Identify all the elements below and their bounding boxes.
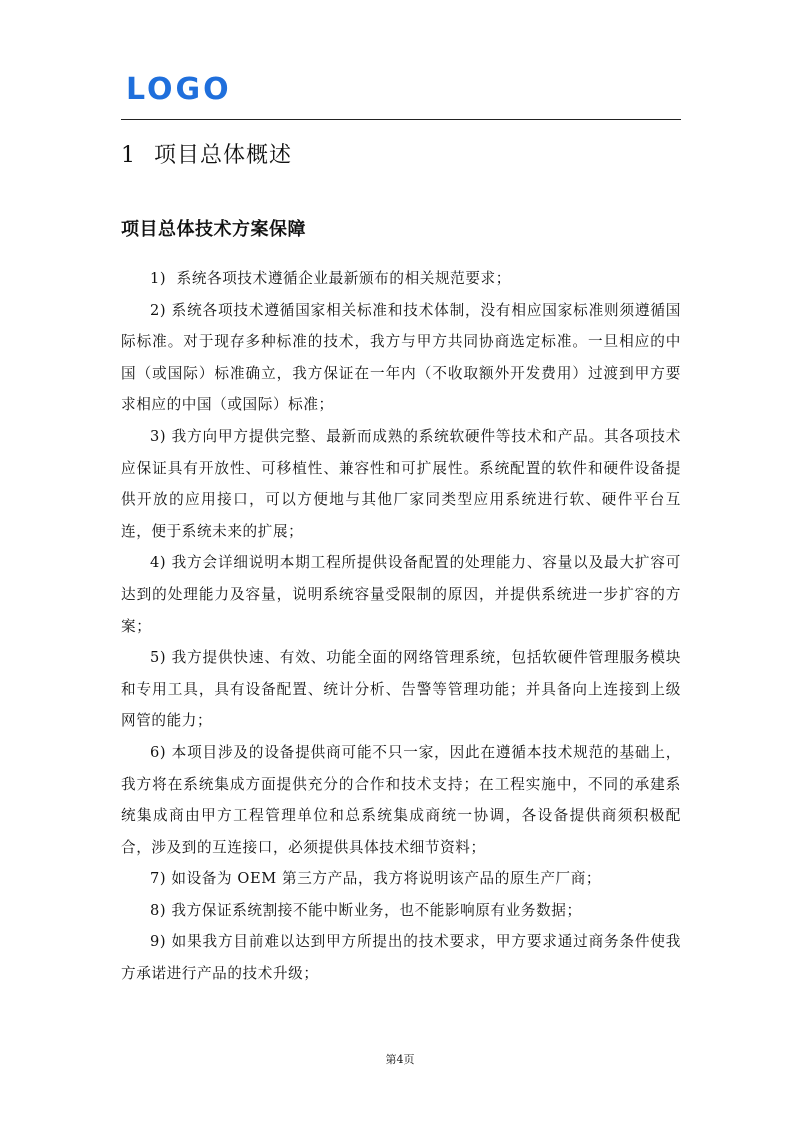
paragraph: 6) 本项目涉及的设备提供商可能不只一家，因此在遵循本技术规范的基础上，我方将在系统集成方面提供充分的合作和技术支持；在工程实施中，不同的承建系统集成商由甲方工程管理单位和总系统集成商统一协调，各设备提供商须积极配合，涉及到的互连接口，必须提供具体技术细节资料； <box>121 743 681 856</box>
section-heading <box>121 142 292 170</box>
paragraph: 1) 系统各项技术遵循企业最新颁布的相关规范要求； <box>150 270 511 287</box>
paragraph: 4) 我方会详细说明本期工程所提供设备配置的处理能力、容量以及最大扩容可达到的处理能力及容量，说明系统容量受限制的原因，并提供系统进一步扩容的方案； <box>121 554 681 635</box>
page-number: 第4页 <box>385 1053 415 1066</box>
paragraph: 2) 系统各项技术遵循国家相关标准和技术体制，没有相应国家标准则须遵循国际标准。对于现存多种标准的技术，我方与甲方共同协商选定标准。一旦相应的中国（或国际）标准确立，我方保证在一年内（不收取额外开发费用）过渡到甲方要求相应的中国（或国际）标准； <box>121 301 681 414</box>
paragraph: 5) 我方提供快速、有效、功能全面的网络管理系统，包括软硬件管理服务模块和专用工具，具有设备配置、统计分析、告警等管理功能；并具备向上连接到上级网管的能力； <box>121 649 681 730</box>
paragraph: 8) 我方保证系统割接不能中断业务，也不能影响原有业务数据； <box>150 901 582 919</box>
body-text <box>121 263 681 990</box>
paragraph: 9) 如果我方目前难以达到甲方所提出的技术要求，甲方要求通过商务条件使我方承诺进行产品的技术升级； <box>121 933 681 983</box>
paragraph: 3) 我方向甲方提供完整、最新而成熟的系统软硬件等技术和产品。其各项技术应保证具有开放性、可移植性、兼容性和可扩展性。系统配置的软件和硬件设备提供开放的应用接口，可以方便地与其他厂家同类型应用系统进行软、硬件平台互连，便于系统未来的扩展； <box>121 427 681 540</box>
section-number: 1 <box>121 143 136 168</box>
paragraph: 7) 如设备为 OEM 第三方产品，我方将说明该产品的原生产厂商； <box>150 870 602 888</box>
header-divider <box>121 119 681 120</box>
logo: LOGO <box>126 72 232 107</box>
section-title: 项目总体概述 <box>154 143 293 168</box>
subheading: 项目总体技术方案保障 <box>121 219 306 240</box>
